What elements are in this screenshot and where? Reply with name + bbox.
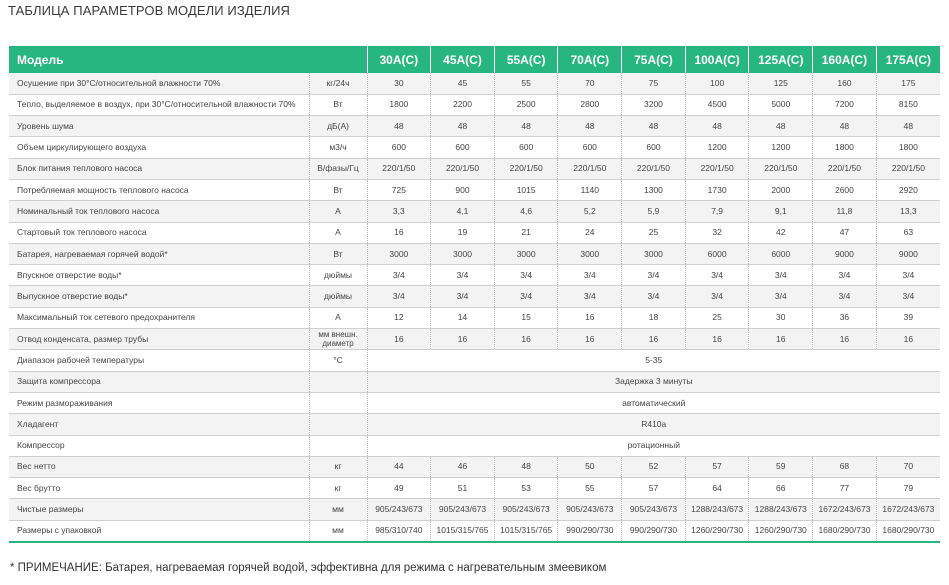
cell-value: 3/4 — [558, 265, 622, 286]
param-unit: кг/24ч — [309, 73, 367, 94]
header-model-5: 100A(C) — [685, 46, 749, 73]
cell-value: 42 — [749, 222, 813, 243]
param-name: Вес брутто — [9, 478, 309, 499]
param-name: Осушение при 30°C/относительной влажности 70% — [9, 73, 309, 94]
cell-value: 1288/243/673 — [749, 499, 813, 520]
cell-value: 3000 — [622, 243, 686, 264]
cell-value: 1288/243/673 — [685, 499, 749, 520]
cell-value: 75 — [622, 73, 686, 94]
cell-value: 160 — [813, 73, 877, 94]
param-name: Режим размораживания — [9, 392, 309, 413]
table-row — [9, 456, 940, 477]
param-unit — [309, 371, 367, 392]
param-name: Компрессор — [9, 435, 309, 456]
table-row — [9, 286, 940, 307]
cell-value: 3/4 — [558, 286, 622, 307]
cell-value: 16 — [558, 307, 622, 328]
param-name: Чистые размеры — [9, 499, 309, 520]
cell-value: 53 — [494, 478, 558, 499]
table-row — [9, 243, 940, 264]
cell-value: 25 — [622, 222, 686, 243]
cell-value: 3200 — [622, 94, 686, 115]
cell-value: 3000 — [558, 243, 622, 264]
cell-value: 16 — [622, 329, 686, 350]
cell-value: 70 — [876, 456, 940, 477]
table-row — [9, 371, 940, 392]
cell-value: 16 — [749, 329, 813, 350]
cell-value: 2500 — [494, 94, 558, 115]
cell-value: 1015/315/765 — [431, 520, 495, 541]
table-row — [9, 329, 940, 350]
cell-value: 32 — [685, 222, 749, 243]
table-header-row — [9, 46, 940, 73]
cell-value: 1140 — [558, 179, 622, 200]
cell-value: 50 — [558, 456, 622, 477]
param-name: Защита компрессора — [9, 371, 309, 392]
param-unit: A — [309, 222, 367, 243]
param-name: Впускное отверстие воды* — [9, 265, 309, 286]
cell-value: 5000 — [749, 94, 813, 115]
param-unit: дюймы — [309, 286, 367, 307]
cell-value: 3/4 — [367, 265, 431, 286]
cell-value: 3,3 — [367, 201, 431, 222]
param-name: Объем циркулирующего воздуха — [9, 137, 309, 158]
cell-value: 905/243/673 — [431, 499, 495, 520]
param-unit: дБ(A) — [309, 116, 367, 137]
merged-value: автоматический — [367, 392, 940, 413]
table-row — [9, 307, 940, 328]
cell-value: 3/4 — [685, 265, 749, 286]
cell-value: 1300 — [622, 179, 686, 200]
cell-value: 45 — [431, 73, 495, 94]
param-unit: Вт — [309, 94, 367, 115]
cell-value: 14 — [431, 307, 495, 328]
cell-value: 1800 — [876, 137, 940, 158]
cell-value: 48 — [494, 456, 558, 477]
table-row — [9, 116, 940, 137]
table-row — [9, 158, 940, 179]
cell-value: 18 — [622, 307, 686, 328]
table-row — [9, 350, 940, 371]
header-model-0: 30A(C) — [367, 46, 431, 73]
param-name: Батарея, нагреваемая горячей водой* — [9, 243, 309, 264]
cell-value: 48 — [367, 116, 431, 137]
cell-value: 600 — [431, 137, 495, 158]
param-unit — [309, 392, 367, 413]
table-row — [9, 392, 940, 413]
cell-value: 48 — [749, 116, 813, 137]
cell-value: 47 — [813, 222, 877, 243]
header-model-2: 55A(C) — [494, 46, 558, 73]
param-unit: кг — [309, 478, 367, 499]
table-row — [9, 73, 940, 94]
cell-value: 63 — [876, 222, 940, 243]
cell-value: 220/1/50 — [685, 158, 749, 179]
table-row — [9, 201, 940, 222]
cell-value: 57 — [622, 478, 686, 499]
cell-value: 25 — [685, 307, 749, 328]
header-model-label: Модель — [9, 46, 309, 73]
cell-value: 2000 — [749, 179, 813, 200]
cell-value: 9000 — [813, 243, 877, 264]
cell-value: 16 — [813, 329, 877, 350]
cell-value: 3/4 — [622, 265, 686, 286]
param-unit: м3/ч — [309, 137, 367, 158]
table-row — [9, 137, 940, 158]
cell-value: 3/4 — [622, 286, 686, 307]
cell-value: 36 — [813, 307, 877, 328]
cell-value: 66 — [749, 478, 813, 499]
cell-value: 2600 — [813, 179, 877, 200]
cell-value: 905/243/673 — [622, 499, 686, 520]
merged-value: 5-35 — [367, 350, 940, 371]
cell-value: 9000 — [876, 243, 940, 264]
param-unit — [309, 435, 367, 456]
cell-value: 1015/315/765 — [494, 520, 558, 541]
cell-value: 220/1/50 — [494, 158, 558, 179]
cell-value: 220/1/50 — [558, 158, 622, 179]
header-model-1: 45A(C) — [431, 46, 495, 73]
cell-value: 5,2 — [558, 201, 622, 222]
cell-value: 46 — [431, 456, 495, 477]
param-name: Номинальный ток теплового насоса — [9, 201, 309, 222]
cell-value: 30 — [367, 73, 431, 94]
param-unit: В/фазы/Гц — [309, 158, 367, 179]
cell-value: 2200 — [431, 94, 495, 115]
cell-value: 905/243/673 — [367, 499, 431, 520]
param-name: Хладагент — [9, 414, 309, 435]
cell-value: 6000 — [685, 243, 749, 264]
cell-value: 3/4 — [431, 265, 495, 286]
cell-value: 1200 — [685, 137, 749, 158]
header-unit-label — [309, 46, 367, 73]
cell-value: 16 — [431, 329, 495, 350]
cell-value: 70 — [558, 73, 622, 94]
cell-value: 2800 — [558, 94, 622, 115]
param-unit: A — [309, 201, 367, 222]
cell-value: 79 — [876, 478, 940, 499]
header-model-8: 175A(C) — [876, 46, 940, 73]
cell-value: 3/4 — [749, 265, 813, 286]
cell-value: 600 — [494, 137, 558, 158]
cell-value: 3/4 — [367, 286, 431, 307]
cell-value: 3/4 — [749, 286, 813, 307]
cell-value: 220/1/50 — [813, 158, 877, 179]
param-name: Стартовый ток теплового насоса — [9, 222, 309, 243]
param-name: Потребляемая мощность теплового насоса — [9, 179, 309, 200]
cell-value: 1015 — [494, 179, 558, 200]
cell-value: 57 — [685, 456, 749, 477]
cell-value: 2920 — [876, 179, 940, 200]
param-name: Тепло, выделяемое в воздух, при 30°C/относительной влажности 70% — [9, 94, 309, 115]
merged-value: ротационный — [367, 435, 940, 456]
param-unit: мм — [309, 520, 367, 541]
param-unit: Вт — [309, 179, 367, 200]
table-row — [9, 520, 940, 541]
cell-value: 3/4 — [813, 265, 877, 286]
footnote: * ПРИМЕЧАНИЕ: Батарея, нагреваемая горячей водой, эффективна для режима с нагревательным змеевиком — [10, 562, 607, 574]
table-row — [9, 435, 940, 456]
cell-value: 7200 — [813, 94, 877, 115]
cell-value: 220/1/50 — [431, 158, 495, 179]
table-row — [9, 499, 940, 520]
cell-value: 8150 — [876, 94, 940, 115]
cell-value: 16 — [685, 329, 749, 350]
cell-value: 1672/243/673 — [876, 499, 940, 520]
cell-value: 4,6 — [494, 201, 558, 222]
cell-value: 13,3 — [876, 201, 940, 222]
merged-value: Задержка 3 минуты — [367, 371, 940, 392]
cell-value: 1260/290/730 — [685, 520, 749, 541]
param-name: Уровень шума — [9, 116, 309, 137]
cell-value: 5,9 — [622, 201, 686, 222]
cell-value: 48 — [558, 116, 622, 137]
cell-value: 48 — [431, 116, 495, 137]
cell-value: 3/4 — [813, 286, 877, 307]
table-row — [9, 222, 940, 243]
cell-value: 3/4 — [494, 265, 558, 286]
header-model-3: 70A(C) — [558, 46, 622, 73]
cell-value: 16 — [558, 329, 622, 350]
cell-value: 1730 — [685, 179, 749, 200]
cell-value: 220/1/50 — [367, 158, 431, 179]
cell-value: 600 — [622, 137, 686, 158]
cell-value: 48 — [685, 116, 749, 137]
cell-value: 15 — [494, 307, 558, 328]
cell-value: 985/310/740 — [367, 520, 431, 541]
cell-value: 1800 — [813, 137, 877, 158]
header-model-4: 75A(C) — [622, 46, 686, 73]
cell-value: 51 — [431, 478, 495, 499]
cell-value: 600 — [558, 137, 622, 158]
param-unit: A — [309, 307, 367, 328]
cell-value: 12 — [367, 307, 431, 328]
cell-value: 3/4 — [685, 286, 749, 307]
cell-value: 48 — [494, 116, 558, 137]
cell-value: 3/4 — [876, 286, 940, 307]
param-name: Размеры с упаковкой — [9, 520, 309, 541]
param-unit: мм внешн. диаметр — [309, 329, 367, 350]
cell-value: 48 — [813, 116, 877, 137]
table-row — [9, 414, 940, 435]
cell-value: 1672/243/673 — [813, 499, 877, 520]
cell-value: 1680/290/730 — [876, 520, 940, 541]
page-title: ТАБЛИЦА ПАРАМЕТРОВ МОДЕЛИ ИЗДЕЛИЯ — [8, 3, 291, 18]
cell-value: 3000 — [494, 243, 558, 264]
cell-value: 48 — [622, 116, 686, 137]
cell-value: 220/1/50 — [622, 158, 686, 179]
cell-value: 39 — [876, 307, 940, 328]
param-name: Максимальный ток сетевого предохранителя — [9, 307, 309, 328]
cell-value: 55 — [494, 73, 558, 94]
cell-value: 3000 — [431, 243, 495, 264]
cell-value: 77 — [813, 478, 877, 499]
cell-value: 68 — [813, 456, 877, 477]
cell-value: 16 — [494, 329, 558, 350]
cell-value: 19 — [431, 222, 495, 243]
cell-value: 3/4 — [876, 265, 940, 286]
cell-value: 16 — [876, 329, 940, 350]
cell-value: 220/1/50 — [876, 158, 940, 179]
param-unit — [309, 414, 367, 435]
cell-value: 600 — [367, 137, 431, 158]
cell-value: 1680/290/730 — [813, 520, 877, 541]
spec-table — [9, 46, 940, 543]
cell-value: 1800 — [367, 94, 431, 115]
cell-value: 900 — [431, 179, 495, 200]
cell-value: 7,9 — [685, 201, 749, 222]
cell-value: 11,8 — [813, 201, 877, 222]
param-name: Отвод конденсата, размер трубы — [9, 329, 309, 350]
param-unit: дюймы — [309, 265, 367, 286]
cell-value: 4,1 — [431, 201, 495, 222]
cell-value: 3/4 — [431, 286, 495, 307]
cell-value: 905/243/673 — [494, 499, 558, 520]
param-name: Вес нетто — [9, 456, 309, 477]
cell-value: 30 — [749, 307, 813, 328]
cell-value: 1260/290/730 — [749, 520, 813, 541]
cell-value: 220/1/50 — [749, 158, 813, 179]
cell-value: 990/290/730 — [622, 520, 686, 541]
cell-value: 3/4 — [494, 286, 558, 307]
param-unit: мм — [309, 499, 367, 520]
table-row — [9, 179, 940, 200]
cell-value: 64 — [685, 478, 749, 499]
cell-value: 21 — [494, 222, 558, 243]
cell-value: 16 — [367, 222, 431, 243]
param-name: Выпускное отверстие воды* — [9, 286, 309, 307]
table-row — [9, 265, 940, 286]
cell-value: 16 — [367, 329, 431, 350]
cell-value: 725 — [367, 179, 431, 200]
cell-value: 6000 — [749, 243, 813, 264]
cell-value: 175 — [876, 73, 940, 94]
cell-value: 125 — [749, 73, 813, 94]
param-unit: °C — [309, 350, 367, 371]
param-name: Блок питания теплового насоса — [9, 158, 309, 179]
cell-value: 44 — [367, 456, 431, 477]
cell-value: 49 — [367, 478, 431, 499]
cell-value: 4500 — [685, 94, 749, 115]
cell-value: 3000 — [367, 243, 431, 264]
cell-value: 1200 — [749, 137, 813, 158]
cell-value: 52 — [622, 456, 686, 477]
table-row — [9, 478, 940, 499]
header-model-6: 125A(C) — [749, 46, 813, 73]
param-unit: Вт — [309, 243, 367, 264]
cell-value: 55 — [558, 478, 622, 499]
cell-value: 905/243/673 — [558, 499, 622, 520]
cell-value: 100 — [685, 73, 749, 94]
param-unit: кг — [309, 456, 367, 477]
cell-value: 59 — [749, 456, 813, 477]
param-name: Диапазон рабочей температуры — [9, 350, 309, 371]
cell-value: 9,1 — [749, 201, 813, 222]
table-row — [9, 94, 940, 115]
merged-value: R410a — [367, 414, 940, 435]
header-model-7: 160A(C) — [813, 46, 877, 73]
cell-value: 24 — [558, 222, 622, 243]
cell-value: 990/290/730 — [558, 520, 622, 541]
cell-value: 48 — [876, 116, 940, 137]
